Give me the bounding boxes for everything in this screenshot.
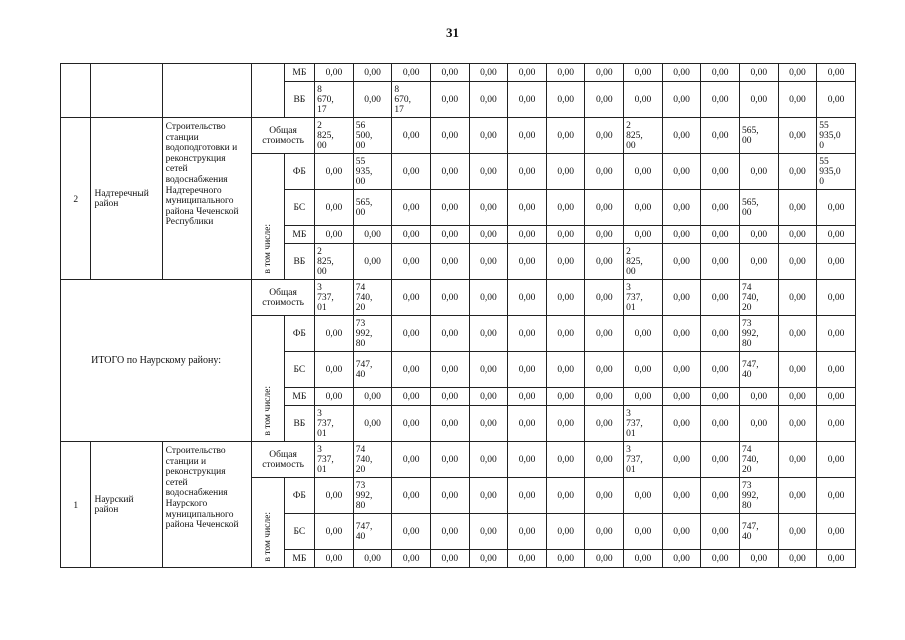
value-cell: 73 992, 80: [739, 478, 778, 514]
value-cell: 565, 00: [353, 190, 392, 226]
value-cell: 0,00: [546, 154, 585, 190]
value-cell: 0,00: [624, 316, 663, 352]
value-cell: 0,00: [662, 406, 701, 442]
value-cell: 0,00: [624, 226, 663, 244]
value-cell: 0,00: [585, 64, 624, 82]
value-cell: 0,00: [430, 82, 469, 118]
value-cell: 0,00: [817, 226, 856, 244]
value-cell: 0,00: [315, 352, 354, 388]
value-cell: 0,00: [469, 352, 508, 388]
value-cell: 0,00: [546, 388, 585, 406]
value-cell: 565, 00: [739, 190, 778, 226]
total-label: ИТОГО по Наурскому району:: [61, 280, 252, 442]
value-cell: 0,00: [546, 478, 585, 514]
value-cell: 0,00: [353, 388, 392, 406]
value-cell: 0,00: [662, 64, 701, 82]
value-cell: 0,00: [508, 244, 547, 280]
value-cell: 0,00: [701, 226, 740, 244]
fund-type: ФБ: [284, 478, 314, 514]
total-cost-label: Общая стоимость: [252, 280, 315, 316]
value-cell: 0,00: [469, 550, 508, 568]
value-cell: 0,00: [662, 550, 701, 568]
value-cell: 0,00: [430, 226, 469, 244]
value-cell: 0,00: [778, 154, 817, 190]
object-name: Строительство станции и реконструкция сетей водоснабжения Наурского муниципального района Чеченской: [162, 442, 251, 568]
value-cell: 0,00: [315, 478, 354, 514]
value-cell: 0,00: [778, 280, 817, 316]
value-cell: 0,00: [392, 514, 431, 550]
including-label: [252, 478, 285, 568]
value-cell: 3 737, 01: [315, 280, 354, 316]
value-cell: 0,00: [546, 190, 585, 226]
value-cell: 0,00: [430, 280, 469, 316]
value-cell: 0,00: [817, 406, 856, 442]
value-cell: 747, 40: [739, 514, 778, 550]
value-cell: 0,00: [701, 118, 740, 154]
value-cell: 0,00: [817, 478, 856, 514]
value-cell: 0,00: [469, 118, 508, 154]
value-cell: 0,00: [546, 316, 585, 352]
value-cell: 0,00: [778, 478, 817, 514]
including-label: [252, 154, 285, 280]
value-cell: 0,00: [624, 64, 663, 82]
value-cell: 0,00: [392, 550, 431, 568]
value-cell: 0,00: [585, 244, 624, 280]
value-cell: 0,00: [585, 442, 624, 478]
value-cell: 0,00: [392, 154, 431, 190]
value-cell: 0,00: [469, 226, 508, 244]
value-cell: 0,00: [778, 244, 817, 280]
value-cell: 0,00: [739, 82, 778, 118]
page-number: 31: [446, 25, 459, 40]
value-cell: 0,00: [508, 406, 547, 442]
value-cell: 0,00: [469, 154, 508, 190]
fund-type: ВБ: [284, 406, 314, 442]
fund-type: ФБ: [284, 316, 314, 352]
value-cell: 0,00: [701, 280, 740, 316]
value-cell: 0,00: [739, 388, 778, 406]
value-cell: 55 935, 00: [353, 154, 392, 190]
value-cell: 0,00: [508, 352, 547, 388]
value-cell: 0,00: [392, 226, 431, 244]
value-cell: 0,00: [739, 406, 778, 442]
value-cell: 0,00: [315, 64, 354, 82]
fund-type: МБ: [284, 388, 314, 406]
value-cell: 0,00: [469, 244, 508, 280]
value-cell: 0,00: [508, 154, 547, 190]
value-cell: 0,00: [585, 118, 624, 154]
value-cell: 0,00: [546, 514, 585, 550]
value-cell: 565, 00: [739, 118, 778, 154]
value-cell: 0,00: [546, 226, 585, 244]
value-cell: 0,00: [353, 406, 392, 442]
table-row: [61, 118, 856, 154]
value-cell: 73 992, 80: [353, 478, 392, 514]
value-cell: 0,00: [508, 514, 547, 550]
value-cell: 0,00: [817, 190, 856, 226]
value-cell: 0,00: [508, 118, 547, 154]
municipality-cell: [91, 64, 162, 118]
value-cell: 0,00: [585, 478, 624, 514]
value-cell: 0,00: [430, 406, 469, 442]
value-cell: 0,00: [315, 388, 354, 406]
value-cell: 73 992, 80: [353, 316, 392, 352]
value-cell: 0,00: [315, 316, 354, 352]
value-cell: 0,00: [662, 82, 701, 118]
value-cell: 0,00: [778, 514, 817, 550]
value-cell: 0,00: [508, 550, 547, 568]
value-cell: 0,00: [469, 478, 508, 514]
value-cell: 0,00: [392, 316, 431, 352]
including-text: в том числе:: [262, 512, 273, 562]
value-cell: 0,00: [701, 154, 740, 190]
row-number: 2: [61, 118, 91, 280]
object-name: Строительство станции водоподготовки и реконструкция сетей водоснабжения Надтеречного муниципального района Чеченской Республики: [162, 118, 251, 280]
value-cell: 747, 40: [353, 352, 392, 388]
value-cell: 0,00: [585, 352, 624, 388]
value-cell: 0,00: [662, 352, 701, 388]
value-cell: 0,00: [624, 514, 663, 550]
municipality-name: Надтеречный район: [91, 118, 162, 280]
value-cell: 0,00: [701, 406, 740, 442]
value-cell: 0,00: [546, 280, 585, 316]
value-cell: 0,00: [392, 442, 431, 478]
value-cell: 0,00: [662, 514, 701, 550]
value-cell: 0,00: [585, 226, 624, 244]
value-cell: 0,00: [508, 226, 547, 244]
value-cell: 0,00: [778, 352, 817, 388]
municipality-name: Наурский район: [91, 442, 162, 568]
value-cell: 0,00: [508, 442, 547, 478]
value-cell: 0,00: [353, 82, 392, 118]
value-cell: 0,00: [662, 190, 701, 226]
value-cell: 747, 40: [739, 352, 778, 388]
including-text: в том числе:: [262, 224, 273, 274]
value-cell: 0,00: [662, 280, 701, 316]
value-cell: 0,00: [778, 406, 817, 442]
table-row: [61, 442, 856, 478]
value-cell: 0,00: [624, 388, 663, 406]
value-cell: 0,00: [508, 280, 547, 316]
value-cell: 0,00: [585, 388, 624, 406]
value-cell: 0,00: [315, 154, 354, 190]
value-cell: 0,00: [739, 154, 778, 190]
value-cell: 0,00: [546, 118, 585, 154]
value-cell: 0,00: [739, 64, 778, 82]
value-cell: 0,00: [739, 226, 778, 244]
total-cost-label: Общая стоимость: [252, 118, 315, 154]
value-cell: 73 992, 80: [739, 316, 778, 352]
value-cell: 0,00: [392, 406, 431, 442]
value-cell: 0,00: [546, 64, 585, 82]
value-cell: 0,00: [701, 352, 740, 388]
value-cell: 0,00: [585, 82, 624, 118]
value-cell: 2 825, 00: [624, 118, 663, 154]
value-cell: 0,00: [430, 352, 469, 388]
table-row: [61, 64, 856, 82]
value-cell: 3 737, 01: [624, 280, 663, 316]
value-cell: 0,00: [778, 118, 817, 154]
value-cell: 0,00: [469, 280, 508, 316]
value-cell: 0,00: [778, 550, 817, 568]
value-cell: 0,00: [662, 154, 701, 190]
value-cell: 74 740, 20: [739, 442, 778, 478]
value-cell: 0,00: [392, 280, 431, 316]
budget-table: [60, 63, 856, 568]
value-cell: 0,00: [662, 388, 701, 406]
value-cell: 0,00: [430, 388, 469, 406]
value-cell: 0,00: [430, 64, 469, 82]
value-cell: 2 825, 00: [315, 244, 354, 280]
value-cell: 0,00: [392, 478, 431, 514]
value-cell: 0,00: [546, 352, 585, 388]
value-cell: 0,00: [739, 550, 778, 568]
value-cell: 0,00: [353, 550, 392, 568]
value-cell: 3 737, 01: [624, 406, 663, 442]
value-cell: 0,00: [817, 82, 856, 118]
value-cell: 0,00: [353, 226, 392, 244]
value-cell: 0,00: [585, 280, 624, 316]
fund-type: ВБ: [284, 244, 314, 280]
value-cell: 0,00: [430, 154, 469, 190]
value-cell: 0,00: [315, 514, 354, 550]
value-cell: 0,00: [701, 64, 740, 82]
value-cell: 0,00: [701, 244, 740, 280]
value-cell: 0,00: [701, 478, 740, 514]
value-cell: 2 825, 00: [624, 244, 663, 280]
value-cell: 0,00: [585, 190, 624, 226]
value-cell: 74 740, 20: [353, 442, 392, 478]
value-cell: 0,00: [701, 442, 740, 478]
value-cell: 8 670, 17: [392, 82, 431, 118]
value-cell: 0,00: [701, 550, 740, 568]
value-cell: 0,00: [624, 154, 663, 190]
value-cell: 0,00: [508, 64, 547, 82]
value-cell: 0,00: [469, 442, 508, 478]
fund-type: ФБ: [284, 154, 314, 190]
value-cell: 0,00: [546, 82, 585, 118]
value-cell: 0,00: [817, 388, 856, 406]
value-cell: 0,00: [353, 244, 392, 280]
value-cell: 0,00: [701, 190, 740, 226]
value-cell: 0,00: [778, 316, 817, 352]
fund-type: МБ: [284, 64, 314, 82]
including-text: в том числе:: [262, 386, 273, 436]
value-cell: 0,00: [778, 64, 817, 82]
value-cell: 0,00: [508, 82, 547, 118]
value-cell: 0,00: [624, 190, 663, 226]
value-cell: 0,00: [778, 226, 817, 244]
value-cell: 0,00: [701, 316, 740, 352]
fund-type: БС: [284, 514, 314, 550]
value-cell: 55 935,0 0: [817, 118, 856, 154]
fund-type: БС: [284, 352, 314, 388]
value-cell: 0,00: [817, 442, 856, 478]
value-cell: 0,00: [392, 118, 431, 154]
value-cell: 0,00: [662, 244, 701, 280]
value-cell: 0,00: [469, 406, 508, 442]
value-cell: 0,00: [817, 280, 856, 316]
value-cell: 0,00: [392, 244, 431, 280]
value-cell: 0,00: [508, 190, 547, 226]
value-cell: 0,00: [662, 118, 701, 154]
value-cell: 0,00: [392, 190, 431, 226]
value-cell: 0,00: [817, 352, 856, 388]
value-cell: 0,00: [624, 550, 663, 568]
value-cell: 3 737, 01: [624, 442, 663, 478]
value-cell: 0,00: [624, 82, 663, 118]
value-cell: 0,00: [778, 190, 817, 226]
value-cell: 0,00: [469, 64, 508, 82]
value-cell: 0,00: [430, 442, 469, 478]
fund-type: МБ: [284, 226, 314, 244]
value-cell: 0,00: [546, 550, 585, 568]
value-cell: 0,00: [430, 316, 469, 352]
value-cell: 0,00: [469, 190, 508, 226]
fund-type: БС: [284, 190, 314, 226]
value-cell: 0,00: [778, 82, 817, 118]
value-cell: 0,00: [392, 352, 431, 388]
value-cell: 0,00: [392, 388, 431, 406]
value-cell: 0,00: [817, 316, 856, 352]
value-cell: 0,00: [701, 514, 740, 550]
value-cell: 0,00: [508, 478, 547, 514]
value-cell: 0,00: [546, 406, 585, 442]
value-cell: 0,00: [469, 82, 508, 118]
value-cell: 0,00: [778, 388, 817, 406]
value-cell: 0,00: [430, 478, 469, 514]
value-cell: 56 500, 00: [353, 118, 392, 154]
value-cell: 0,00: [315, 226, 354, 244]
value-cell: 0,00: [469, 316, 508, 352]
value-cell: 0,00: [430, 550, 469, 568]
value-cell: 0,00: [585, 550, 624, 568]
value-cell: 0,00: [508, 316, 547, 352]
value-cell: 0,00: [817, 244, 856, 280]
value-cell: 0,00: [430, 118, 469, 154]
value-cell: 0,00: [817, 514, 856, 550]
value-cell: 74 740, 20: [739, 280, 778, 316]
value-cell: 0,00: [662, 316, 701, 352]
value-cell: 0,00: [585, 154, 624, 190]
value-cell: 0,00: [585, 316, 624, 352]
value-cell: 0,00: [430, 190, 469, 226]
including-label: [252, 64, 285, 118]
value-cell: 0,00: [353, 64, 392, 82]
value-cell: 0,00: [662, 226, 701, 244]
value-cell: 3 737, 01: [315, 442, 354, 478]
value-cell: 55 935,0 0: [817, 154, 856, 190]
value-cell: 0,00: [662, 442, 701, 478]
value-cell: 8 670, 17: [315, 82, 354, 118]
value-cell: 2 825, 00: [315, 118, 354, 154]
value-cell: 0,00: [469, 388, 508, 406]
value-cell: 0,00: [546, 442, 585, 478]
value-cell: 0,00: [585, 406, 624, 442]
num-cell: [61, 64, 91, 118]
total-cost-label: Общая стоимость: [252, 442, 315, 478]
value-cell: 0,00: [546, 244, 585, 280]
value-cell: 0,00: [315, 190, 354, 226]
value-cell: 0,00: [624, 478, 663, 514]
value-cell: 747, 40: [353, 514, 392, 550]
value-cell: 0,00: [624, 352, 663, 388]
fund-type: ВБ: [284, 82, 314, 118]
value-cell: 0,00: [430, 514, 469, 550]
value-cell: 0,00: [662, 478, 701, 514]
value-cell: 74 740, 20: [353, 280, 392, 316]
value-cell: 0,00: [469, 514, 508, 550]
value-cell: 0,00: [392, 64, 431, 82]
value-cell: 0,00: [315, 550, 354, 568]
value-cell: 0,00: [817, 550, 856, 568]
value-cell: 0,00: [701, 388, 740, 406]
including-label: [252, 316, 285, 442]
table-row: [61, 280, 856, 316]
value-cell: 3 737, 01: [315, 406, 354, 442]
fund-type: МБ: [284, 550, 314, 568]
object-cell: [162, 64, 251, 118]
value-cell: 0,00: [817, 64, 856, 82]
value-cell: 0,00: [430, 244, 469, 280]
value-cell: 0,00: [739, 244, 778, 280]
value-cell: 0,00: [585, 514, 624, 550]
value-cell: 0,00: [701, 82, 740, 118]
value-cell: 0,00: [508, 388, 547, 406]
row-number: 1: [61, 442, 91, 568]
value-cell: 0,00: [778, 442, 817, 478]
